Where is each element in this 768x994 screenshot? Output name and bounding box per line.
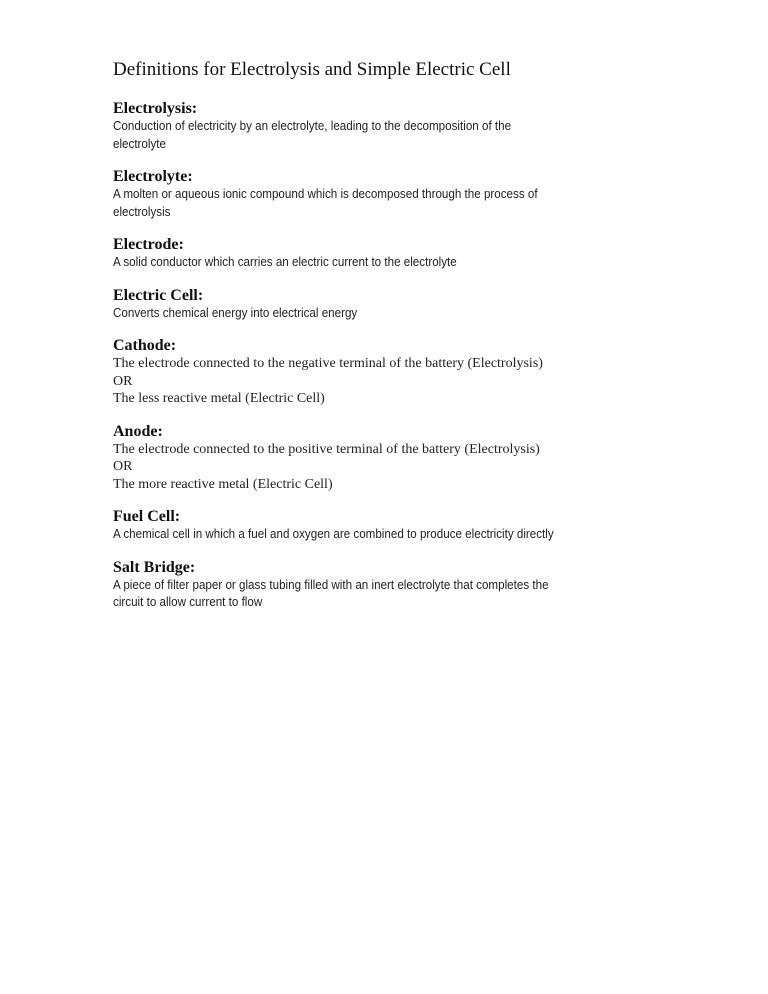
definition-entry <box>113 507 673 544</box>
definition-text: The electrode connected to the positive terminal of the battery (Electrolysis) <box>113 441 540 457</box>
definition-text: The more reactive metal (Electric Cell) <box>113 476 333 492</box>
definition-text: Converts chemical energy into electrical energy <box>113 305 358 320</box>
definition-entry <box>113 235 673 272</box>
definition-or-separator: OR <box>113 459 133 474</box>
definition-text: Conduction of electricity by an electrolyte, leading to the decomposition of the <box>113 119 512 133</box>
definitions-list <box>113 99 673 612</box>
document-page <box>113 58 673 626</box>
document-title: Definitions for Electrolysis and Simple Electric Cell <box>113 59 511 80</box>
definition-or-separator: OR <box>113 373 133 389</box>
definition-term: Cathode: <box>113 337 177 354</box>
definition-text: circuit to allow current to flow <box>113 595 263 609</box>
definition-entry <box>113 286 673 323</box>
definition-text: The less reactive metal (Electric Cell) <box>113 391 325 406</box>
definition-entry <box>113 99 673 153</box>
definition-term: Anode: <box>113 422 163 440</box>
definition-entry <box>113 422 673 494</box>
definition-term: Electric Cell: <box>113 286 204 304</box>
definition-entry <box>113 167 673 221</box>
definition-text: A solid conductor which carries an electric current to the electrolyte <box>113 255 457 269</box>
definition-text: A chemical cell in which a fuel and oxygen are combined to produce electricity directly <box>113 527 554 541</box>
definition-text: A piece of filter paper or glass tubing filled with an inert electrolyte that completes the <box>113 577 549 592</box>
definition-term: Fuel Cell: <box>113 508 181 525</box>
definition-term: Electrolyte: <box>113 168 193 185</box>
definition-text: electrolyte <box>113 136 166 151</box>
definition-text: The electrode connected to the negative terminal of the battery (Electrolysis) <box>113 356 543 371</box>
definition-term: Salt Bridge: <box>113 558 196 576</box>
definition-entry <box>113 558 673 612</box>
definition-text: A molten or aqueous ionic compound which is decomposed through the process of <box>113 187 538 201</box>
definition-entry <box>113 336 673 408</box>
definition-text: electrolysis <box>113 204 171 219</box>
definition-term: Electrolysis: <box>113 100 198 117</box>
definition-term: Electrode: <box>113 236 184 253</box>
